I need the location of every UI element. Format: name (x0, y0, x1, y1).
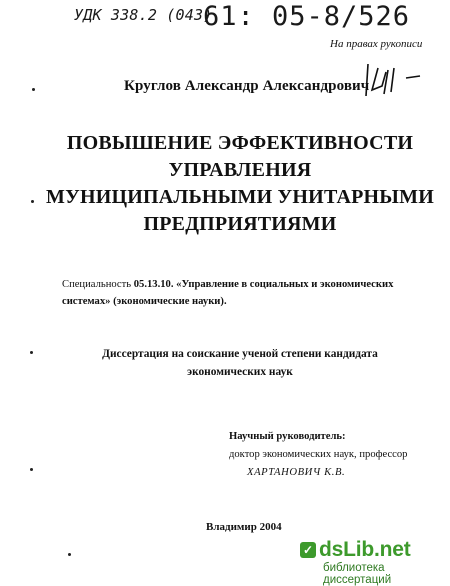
udk-label: УДК 338.2 (043) (74, 6, 213, 24)
watermark-subtitle: библиотека диссертаций (323, 562, 392, 586)
advisor-block (229, 428, 407, 482)
watermark-logo[interactable] (319, 538, 411, 562)
specialty-label: Специальность (62, 279, 132, 290)
watermark-logo-main: dsLib (319, 538, 374, 561)
watermark-badge-icon: ✓ (300, 542, 316, 558)
author-name: Круглов Александр Александрович (124, 78, 370, 94)
signature-mark (364, 62, 424, 100)
watermark-logo-tld: .net (374, 538, 411, 561)
margin-dot (68, 553, 71, 556)
margin-dot (30, 351, 33, 354)
title-line: ПОВЫШЕНИЕ ЭФФЕКТИВНОСТИ (66, 132, 414, 154)
title-line: УПРАВЛЕНИЯ (168, 159, 312, 181)
udk-handwritten-code: 61: 05-8/526 (203, 1, 411, 32)
advisor-label: Научный руководитель: (229, 431, 346, 442)
title-line: ПРЕДПРИЯТИЯМИ (143, 213, 337, 235)
advisor-title: доктор экономических наук, профессор (229, 449, 408, 460)
specialty-block (62, 276, 412, 310)
margin-dot (30, 468, 33, 471)
margin-dot (31, 200, 34, 203)
city-year: Владимир 2004 (206, 521, 282, 533)
specialty-code: 05.13.10. (133, 279, 174, 290)
title-line: МУНИЦИПАЛЬНЫМИ УНИТАРНЫМИ (46, 186, 434, 208)
margin-dot (32, 88, 35, 91)
rights-notice: На правах рукописи (330, 38, 423, 50)
dissertation-line: экономических наук (187, 366, 293, 378)
advisor-name: ХАРТАНОВИЧ К.В. (247, 467, 346, 478)
dissertation-line: Диссертация на соискание ученой степени кандидата (102, 348, 378, 360)
thesis-title (40, 130, 440, 238)
dissertation-statement (60, 345, 420, 381)
specialty-text: «Управление в социальных и экономических системах» (экономические науки). (62, 279, 394, 307)
